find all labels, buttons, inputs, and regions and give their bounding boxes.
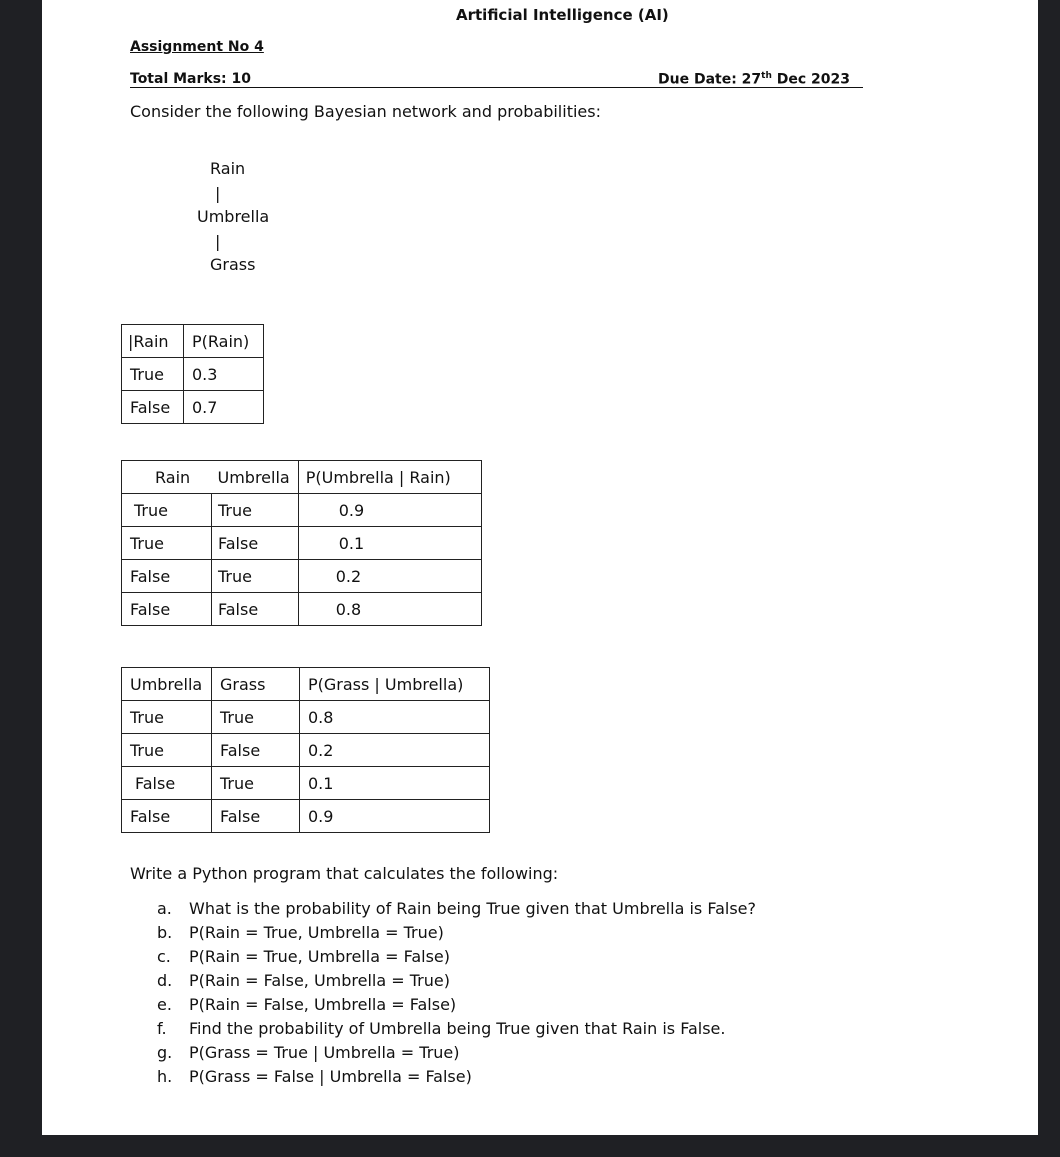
question-list	[157, 897, 756, 1089]
rain-probability-table	[121, 324, 264, 424]
table-cell: True	[212, 701, 300, 734]
table-header-cell: Rain	[122, 461, 212, 494]
document-page	[42, 0, 1038, 1135]
list-item	[157, 1017, 756, 1041]
question-letter: b.	[157, 923, 173, 942]
table-row	[122, 560, 482, 593]
table-header-cell: |Rain	[122, 325, 184, 358]
table-cell: 0.9	[300, 800, 490, 833]
table-header-cell: Grass	[212, 668, 300, 701]
assignment-number: Assignment No 4	[130, 39, 264, 55]
table-cell: True	[122, 527, 212, 560]
question-letter: h.	[157, 1067, 173, 1086]
table-cell: False	[122, 800, 212, 833]
table-cell: True	[212, 767, 300, 800]
network-node-rain: Rain	[210, 159, 246, 178]
list-item	[157, 921, 756, 945]
table-header-cell: P(Grass | Umbrella)	[300, 668, 490, 701]
table-cell: False	[122, 560, 212, 593]
table-cell: True	[122, 734, 212, 767]
table-cell: True	[212, 494, 299, 527]
network-edge-1: |	[215, 184, 221, 203]
table-header-row	[122, 461, 482, 494]
network-node-umbrella: Umbrella	[197, 207, 270, 226]
question-letter: a.	[157, 899, 172, 918]
network-edge-2: |	[215, 232, 221, 251]
table-cell: 0.8	[300, 701, 490, 734]
due-date	[658, 71, 850, 88]
list-item	[157, 1065, 756, 1089]
list-item	[157, 993, 756, 1017]
questions-intro: Write a Python program that calculates the following:	[130, 864, 559, 883]
list-item	[157, 945, 756, 969]
table-row	[122, 701, 490, 734]
question-text: P(Grass = False | Umbrella = False)	[189, 1067, 472, 1086]
table-cell: False	[122, 593, 212, 626]
table-row	[122, 527, 482, 560]
table-cell: False	[122, 391, 184, 424]
umbrella-given-rain-table	[121, 460, 482, 626]
question-letter: f.	[157, 1019, 167, 1038]
question-text: P(Rain = True, Umbrella = False)	[189, 947, 450, 966]
question-text: P(Grass = True | Umbrella = True)	[189, 1043, 460, 1062]
due-date-prefix: Due Date: 27	[658, 71, 762, 88]
table-cell: 0.8	[298, 593, 481, 626]
table-row	[122, 494, 482, 527]
document-title: Artificial Intelligence (AI)	[456, 6, 669, 24]
table-row	[122, 767, 490, 800]
table-cell: False	[122, 767, 212, 800]
total-marks: Total Marks: 10	[130, 71, 252, 87]
table-row	[122, 391, 264, 424]
due-date-sup: th	[761, 71, 772, 81]
table-row	[122, 800, 490, 833]
table-cell: True	[212, 560, 299, 593]
table-cell: True	[122, 358, 184, 391]
table-cell: True	[122, 494, 212, 527]
question-letter: c.	[157, 947, 171, 966]
question-text: P(Rain = False, Umbrella = True)	[189, 971, 450, 990]
question-letter: e.	[157, 995, 172, 1014]
table-cell: 0.3	[184, 358, 264, 391]
table-cell: True	[122, 701, 212, 734]
intro-text: Consider the following Bayesian network and probabilities:	[130, 102, 601, 121]
table-cell: 0.2	[300, 734, 490, 767]
table-header-cell: P(Rain)	[184, 325, 264, 358]
question-text: What is the probability of Rain being True given that Umbrella is False?	[189, 899, 756, 918]
list-item	[157, 897, 756, 921]
question-letter: d.	[157, 971, 173, 990]
table-header-cell: Umbrella	[122, 668, 212, 701]
table-header-row	[122, 668, 490, 701]
table-header-row	[122, 325, 264, 358]
grass-given-umbrella-table	[121, 667, 490, 833]
table-cell: False	[212, 734, 300, 767]
list-item	[157, 969, 756, 993]
table-cell: False	[212, 527, 299, 560]
question-text: P(Rain = False, Umbrella = False)	[189, 995, 457, 1014]
table-cell: 0.7	[184, 391, 264, 424]
table-cell: False	[212, 800, 300, 833]
table-row	[122, 734, 490, 767]
table-cell: 0.9	[298, 494, 481, 527]
table-header-cell: Umbrella	[212, 461, 299, 494]
table-cell: 0.1	[300, 767, 490, 800]
table-row	[122, 358, 264, 391]
table-cell: 0.1	[298, 527, 481, 560]
network-node-grass: Grass	[210, 255, 256, 274]
question-letter: g.	[157, 1043, 173, 1062]
table-cell: False	[212, 593, 299, 626]
question-text: P(Rain = True, Umbrella = True)	[189, 923, 444, 942]
due-date-suffix: Dec 2023	[771, 71, 851, 88]
list-item	[157, 1041, 756, 1065]
table-row	[122, 593, 482, 626]
table-header-cell: P(Umbrella | Rain)	[298, 461, 481, 494]
table-cell: 0.2	[298, 560, 481, 593]
question-text: Find the probability of Umbrella being True given that Rain is False.	[189, 1019, 726, 1038]
